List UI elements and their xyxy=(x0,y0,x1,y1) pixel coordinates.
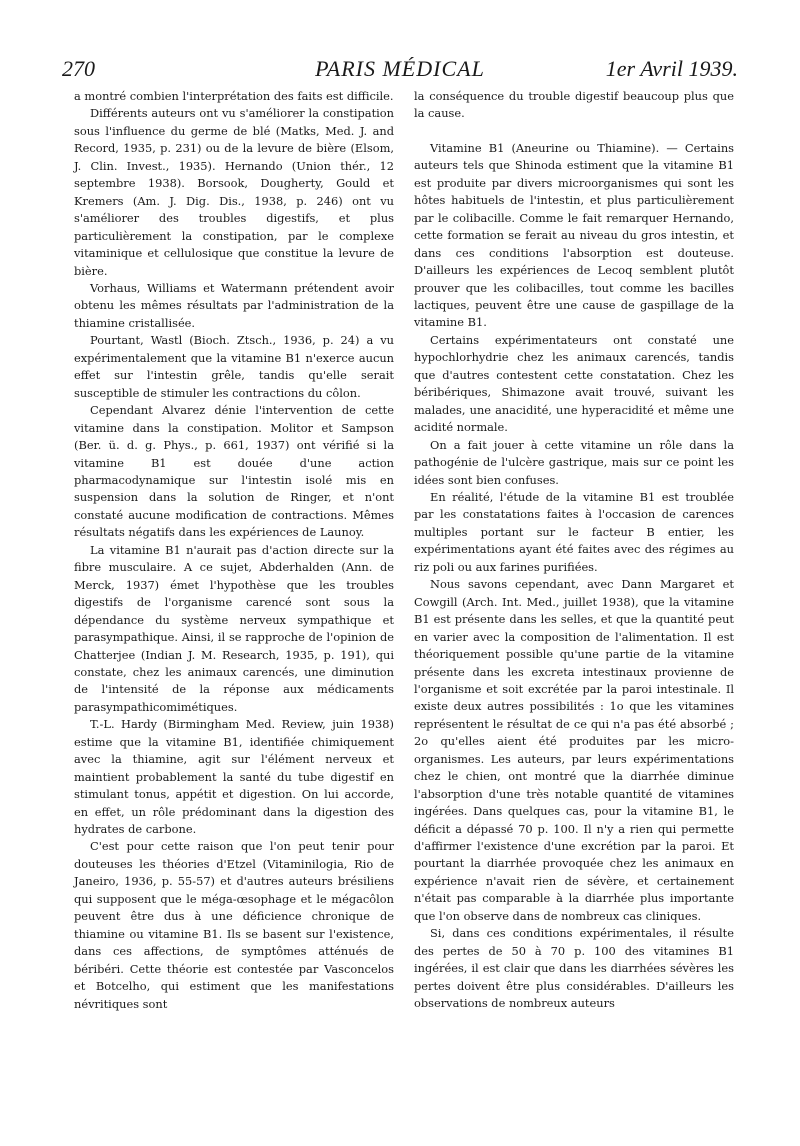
right-column xyxy=(414,88,734,1013)
paragraph: C'est pour cette raison que l'on peut tenir pour douteuses les théories d'Etzel (Vitaminilogia, Rio de Janeiro, 1936, p. 55-57) et d'autres auteurs brésiliens qui supposent que le méga-œsophage et le mégacôlon peuvent être dus à une déficience chronique de thiamine ou vitamine B1. Ils se basent sur l'existence, dans ces affections, de symptômes atténués de béribéri. Cette théorie est contestée par Vasconcelos et Botcelho, qui estiment que les manifestations névritiques sont xyxy=(74,839,394,1011)
issue-date: 1er Avril 1939. xyxy=(605,56,738,81)
paragraph: Différents auteurs ont vu s'améliorer la constipation sous l'influence du germe de blé (Matks, Med. J. and Record, 1935, p. 231) ou de la levure de bière (Elsom, J. Clin. Invest., 1935). Hernando (Union thér., 12 septembre 1938). Borsook, Dougherty, Gould et Kremers (Am. J. Dig. Dis., 1938, p. 246) ont vu s'améliorer des troubles digestifs, et plus particulièrement la constipation, par le complexe vitaminique et cellulosique que constitue la levure de bière. xyxy=(74,106,394,278)
paragraph: Cependant Alvarez dénie l'intervention de cette vitamine dans la constipation. Molitor et Sampson (Ber. ü. d. g. Phys., p. 661, 1937) ont vérifié si la vitamine B1 est douée d'une action pharmacodynamique sur l'intestin isolé mis en suspension dans la solution de Ringer, et n'ont constaté aucune modification de contractions. Mêmes résultats négatifs dans les expériences de Launoy. xyxy=(74,403,394,540)
paragraph: T.-L. Hardy (Birmingham Med. Review, juin 1938) estime que la vitamine B1, identifiée chimiquement avec la thiamine, agit sur l'élément nerveux et maintient probablement la santé du tube digestif en stimulant tonus, appétit et digestion. On lui accorde, en effet, un rôle prédominant dans la digestion des hydrates de carbone. xyxy=(74,717,394,837)
journal-title: PARIS MÉDICAL xyxy=(315,56,485,81)
paragraph: a montré combien l'interprétation des faits est difficile. xyxy=(74,89,394,103)
paragraph: Vorhaus, Williams et Watermann prétendent avoir obtenu les mêmes résultats par l'administration de la thiamine cristallisée. xyxy=(74,280,394,330)
paragraph: Nous savons cependant, avec Dann Margaret et Cowgill (Arch. Int. Med., juillet 1938), que la vitamine B1 est présente dans les selles, et que la quantité peut en varier avec la composition de l'alimentation. Il est théoriquement possible qu'une partie de la vitamine présente dans les excreta intestinaux provienne de l'organisme et soit excrétée par la paroi intestinale. Il existe deux autres possibilités : 1o que les vitamines représentent le résultat de ce qui n'a pas été absorbé ; 2o qu'elles aient été produites par les micro-organismes. Les auteurs, par leurs expérimentations chez le chien, ont montré que la diarrhée diminue l'absorption d'une très notable quantité de vitamines ingérées. Dans quelques cas, pour la vitamine B1, le déficit a dépassé 70 p. 100. Il n'y a rien qui permette d'affirmer l'existence d'une excrétion par la paroi. Et pourtant la diarrhée provoquée chez les animaux en expérience n'avait rien de sévère, et certainement n'était pas comparable à la diarrhée plus importante que l'on observe dans de nombreux cas cliniques. xyxy=(414,577,734,923)
page-number: 270 xyxy=(62,56,95,81)
left-column xyxy=(74,88,394,1013)
paragraph: Pourtant, Wastl (Bioch. Ztsch., 1936, p. 24) a vu expérimentalement que la vitamine B1 n'exerce aucun effet sur l'intestin grêle, tandis qu'elle serait susceptible de stimuler les contractions du côlon. xyxy=(74,333,394,400)
section-paragraph-vitamine-b1: Vitamine B1 (Aneurine ou Thiamine). — Certains auteurs tels que Shinoda estiment que la vitamine B1 est produite par divers microorganismes qui sont les hôtes habituels de l'intestin, et plus particulièrement par le colibacille. Comme le fait remarquer Hernando, cette formation se ferait au niveau du gros intestin, et dans ces conditions l'absorption est douteuse. D'ailleurs les expériences de Lecoq semblent plutôt prouver que les colibacilles, tout comme les bacilles lactiques, peuvent être une cause de gaspillage de la vitamine B1. xyxy=(414,140,734,330)
running-head xyxy=(62,56,738,86)
paragraph: la conséquence du trouble digestif beaucoup plus que la cause. xyxy=(414,89,734,121)
paragraph: La vitamine B1 n'aurait pas d'action directe sur la fibre musculaire. A ce sujet, Abderhalden (Ann. de Merck, 1937) émet l'hypothèse que les troubles digestifs de l'organisme carencé sont sous la dépendance du système nerveux sympathique et parasympathique. Ainsi, il se rapproche de l'opinion de Chatterjee (Indian J. M. Research, 1935, p. 191), qui constate, chez les animaux carencés, une diminution de l'intensité de la réponse aux médicaments parasympathicomimétiques. xyxy=(74,542,394,714)
paragraph: On a fait jouer à cette vitamine un rôle dans la pathogénie de l'ulcère gastrique, mais sur ce point les idées sont bien confuses. xyxy=(414,437,734,487)
paragraph: Si, dans ces conditions expérimentales, il résulte des pertes de 50 à 70 p. 100 des vitamines B1 ingérées, il est clair que dans les diarrhées sévères les pertes doivent être plus considérables. D'ailleurs les observations de nombreux auteurs xyxy=(414,926,734,1011)
paragraph: En réalité, l'étude de la vitamine B1 est troublée par les constatations faites à l'occasion de carences multiples portant sur le facteur B entier, les expérimentations ayant été faites avec des régimes au riz poli ou aux farines purifiées. xyxy=(414,489,734,574)
paragraph: Certains expérimentateurs ont constaté une hypochlorhydrie chez les animaux carencés, tandis que d'autres contestent cette constatation. Chez les béribériques, Shimazone avait trouvé, suivant les malades, une anacidité, une hyperacidité et même une acidité normale. xyxy=(414,332,734,435)
